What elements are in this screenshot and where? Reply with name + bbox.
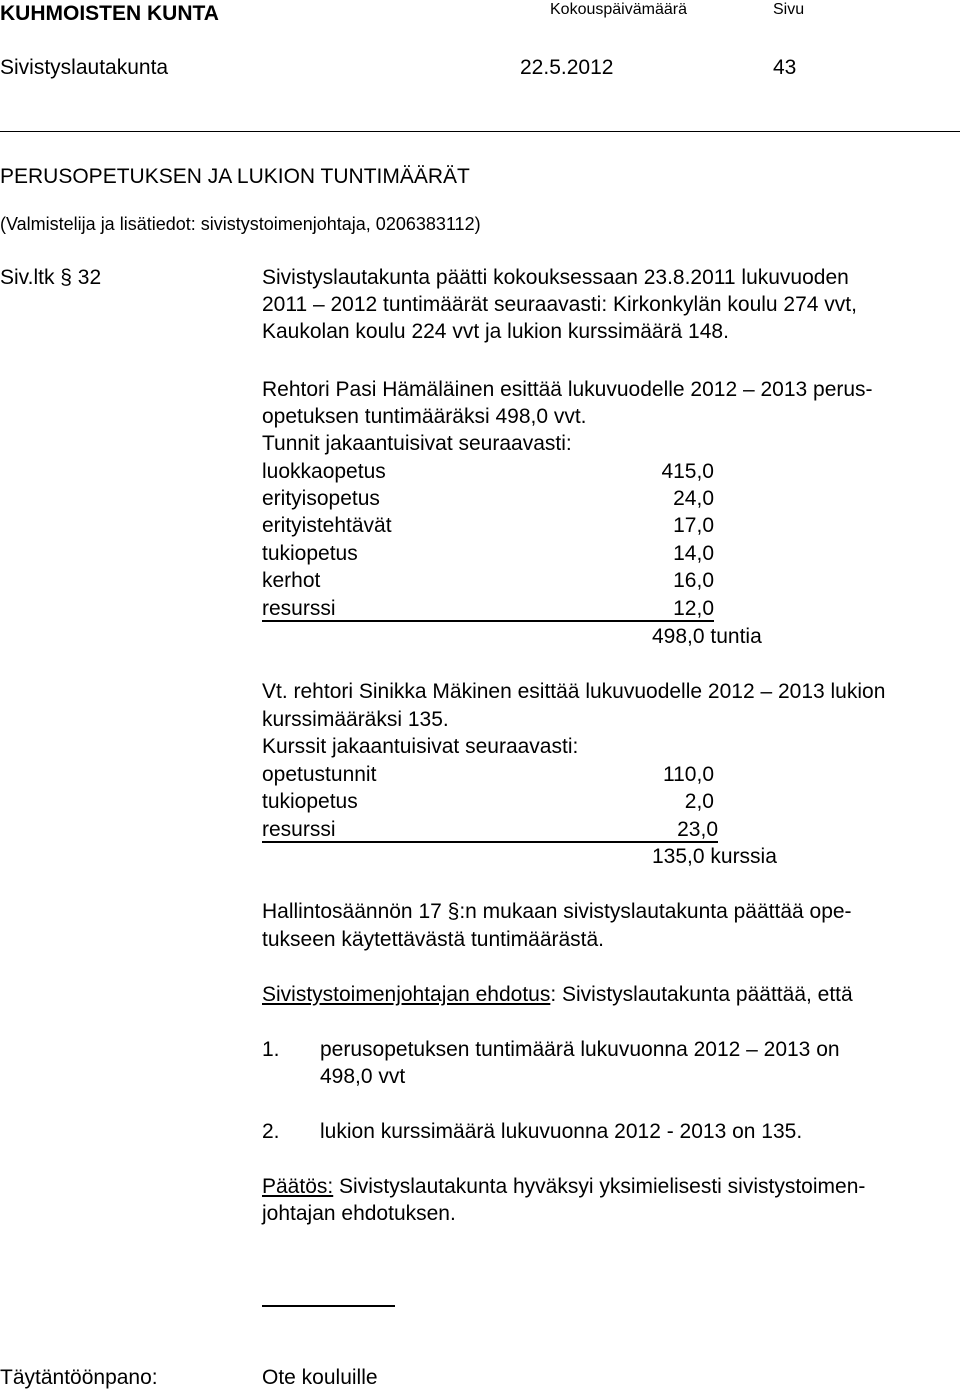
upper-sec-line: kurssimääräksi 135. [262,708,449,731]
regulation-line: Hallintosäännön 17 §:n mukaan sivistyslautakunta päättää ope- [262,900,852,923]
section-reference: Siv.ltk § 32 [0,266,102,289]
hours-row-label: erityistehtävät [262,514,392,537]
intro-line: Sivistyslautakunta päätti kokouksessaan 23.8.2011 lukuvuoden [262,266,849,289]
upper-sec-line: Vt. rehtori Sinikka Mäkinen esittää lukuvuodelle 2012 – 2013 lukion [262,680,886,703]
page-number: 43 [773,56,797,79]
hours-row-label: luokkaopetus [262,460,386,483]
hours-row-label: tukiopetus [262,542,358,565]
proposal-item-text: lukion kurssimäärä lukuvuonna 2012 - 2013 on 135. [320,1120,803,1143]
decision-line [262,1173,865,1200]
decision-label: Päätös: [262,1175,334,1198]
hours-row-value: 16,0 [673,569,714,592]
intro-line: Kaukolan koulu 224 vvt ja lukion kurssimäärä 148. [262,320,729,343]
hours-row-label: erityisopetus [262,487,380,510]
preparer-note: (Valmistelija ja lisätiedot: sivistystoimenjohtaja, 0206383112) [0,214,481,234]
courses-total: 135,0 kurssia [652,845,777,868]
committee-name: Sivistyslautakunta [0,56,169,79]
proposal-label: Sivistystoimenjohtajan ehdotus [262,983,551,1006]
basic-ed-line: Rehtori Pasi Hämäläinen esittää lukuvuodelle 2012 – 2013 perus- [262,378,873,401]
proposal-item-text: perusopetuksen tuntimäärä lukuvuonna 2012 – 2013 on [320,1038,840,1061]
date-label: Kokouspäivämäärä [550,1,687,18]
proposal-item-number: 2. [262,1120,280,1143]
courses-row-value: 2,0 [684,790,714,813]
header-divider [0,131,960,132]
intro-line: 2011 – 2012 tuntimäärät seuraavasti: Kirkonkylän koulu 274 vvt, [262,293,857,316]
hours-row-value: 14,0 [673,542,714,565]
implementation-value: Ote kouluille [262,1366,378,1389]
hours-row-value: 12,0 [673,597,714,620]
sum-underline [262,841,718,843]
hours-row-value: 17,0 [673,514,714,537]
proposal-text: : Sivistyslautakunta päättää, että [550,983,853,1006]
page-label: Sivu [773,1,805,18]
courses-row-value: 110,0 [663,763,714,786]
proposal-heading [262,981,853,1008]
signature-line [262,1305,395,1307]
basic-ed-line: opetuksen tuntimääräksi 498,0 vvt. [262,405,587,428]
organization-name: KUHMOISTEN KUNTA [0,2,219,25]
proposal-item-number: 1. [262,1038,280,1061]
proposal-item-text: 498,0 vvt [320,1065,406,1088]
decision-line: johtajan ehdotuksen. [262,1202,456,1225]
basic-ed-line: Tunnit jakaantuisivat seuraavasti: [262,432,572,455]
hours-row-label: kerhot [262,569,321,592]
implementation-label: Täytäntöönpano: [0,1366,158,1389]
courses-row-label: opetustunnit [262,763,377,786]
page-title: PERUSOPETUKSEN JA LUKION TUNTIMÄÄRÄT [0,165,470,188]
hours-row-label: resurssi [262,597,336,620]
regulation-line: tukseen käytettävästä tuntimäärästä. [262,928,605,951]
sum-underline [262,620,714,622]
meeting-date: 22.5.2012 [520,56,614,79]
courses-row-value: 23,0 [677,818,718,841]
courses-row-label: tukiopetus [262,790,358,813]
hours-total: 498,0 tuntia [652,625,762,648]
decision-text: Sivistyslautakunta hyväksyi yksimielisesti sivistystoimen- [333,1175,866,1198]
hours-row-value: 415,0 [661,460,714,483]
upper-sec-line: Kurssit jakaantuisivat seuraavasti: [262,735,579,758]
courses-row-label: resurssi [262,818,336,841]
hours-row-value: 24,0 [673,487,714,510]
